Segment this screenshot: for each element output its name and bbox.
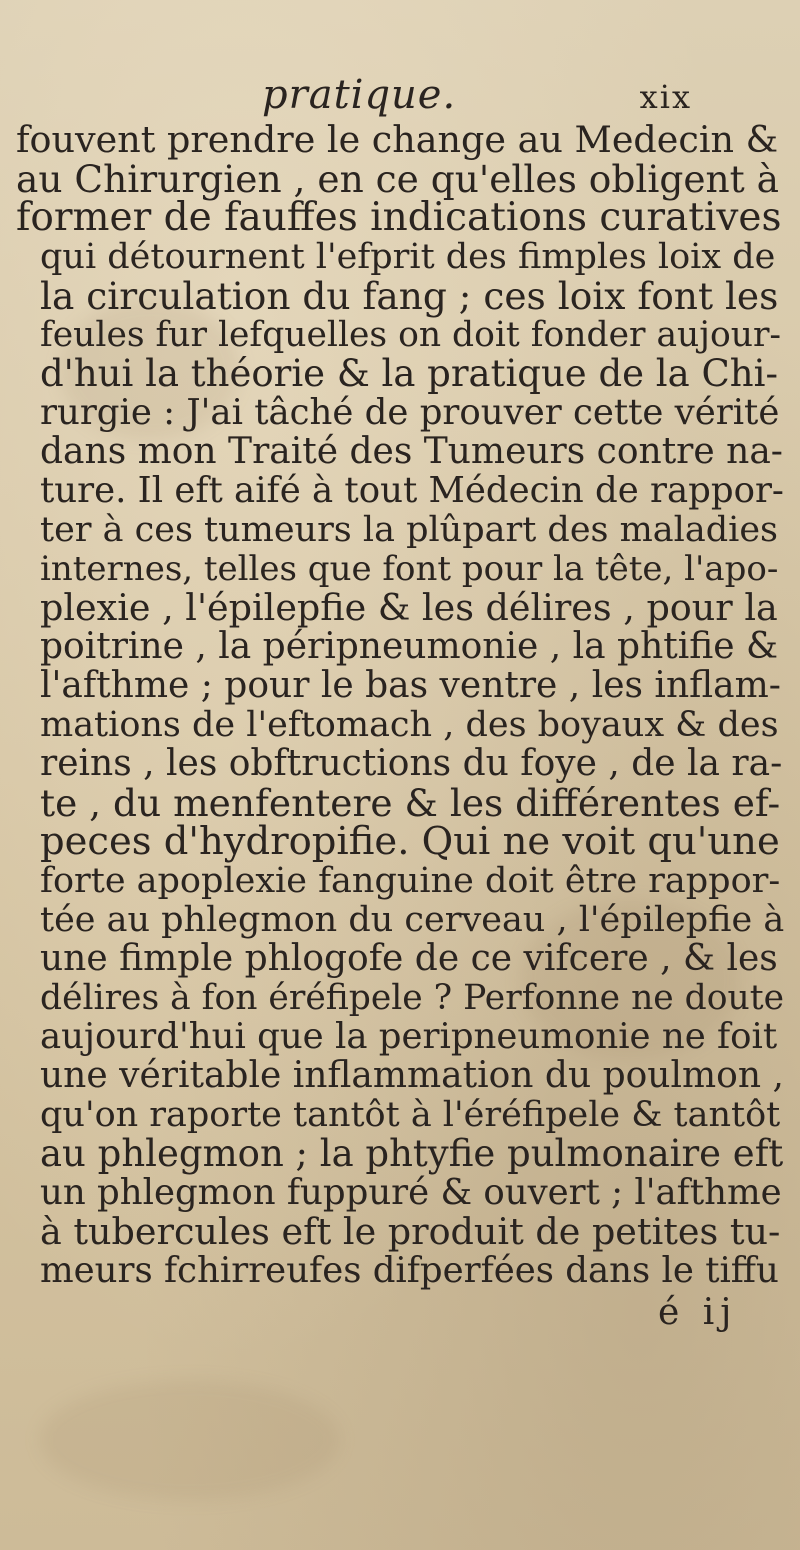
text-line: qu'on raporte tantôt à l'éréfipele & tantôt — [40, 1095, 781, 1135]
text-line: ter à ces tumeurs la plûpart des maladies — [40, 510, 779, 550]
text-line: te , du menfentere & les différentes ef- — [40, 781, 781, 825]
text-line: ture. Il eft aifé à tout Médecin de rappor- — [40, 470, 784, 511]
text-line: la circulation du fang ; ces loix font les — [40, 274, 779, 318]
text-line: dans mon Traité des Tumeurs contre na- — [40, 431, 783, 472]
text-line: peces d'hydropifie. Qui ne voit qu'une — [40, 819, 780, 864]
text-line: au phlegmon ; la phtyfie pulmonaire eft — [40, 1132, 784, 1175]
text-line: mations de l'eftomach , des boyaux & des — [40, 705, 779, 745]
text-line: qui détournent l'efprit des fimples loix de — [40, 237, 776, 277]
text-line: poitrine , la péripneumonie , la phtifie & — [40, 626, 779, 667]
text-line: tée au phlegmon du cerveau , l'épilepfie à — [40, 900, 785, 940]
text-line: d'hui la théorie & la pratique de la Chi- — [40, 352, 778, 395]
text-line: fouvent prendre le change au Medecin & — [16, 118, 779, 161]
text-line: au Chirurgien , en ce qu'elles obligent à — [16, 157, 780, 201]
text-line: délires à fon éréfipele ? Perfonne ne doute — [40, 978, 785, 1018]
text-line: aujourd'hui que la peripneumonie ne foit — [40, 1016, 778, 1057]
page-number: xix — [639, 78, 692, 116]
text-line: plexie , l'épilepfie & les délires , pour la — [40, 586, 778, 629]
text-line: internes, telles que font pour la tête, l'apo- — [40, 549, 779, 589]
text-line: former de fauffes indications curatives — [16, 195, 782, 240]
paper-stain — [40, 1380, 340, 1500]
text-line: meurs fchirreufes difperfées dans le tiffu — [40, 1250, 779, 1291]
running-title: pratique. — [262, 72, 457, 118]
text-line: l'afthme ; pour le bas ventre , les inflam- — [40, 665, 781, 706]
text-line: reins , les obftructions du foye , de la ra- — [40, 743, 783, 784]
signature-mark: é ij — [658, 1292, 738, 1333]
text-line: rurgie : J'ai tâché de prouver cette vérité — [40, 392, 780, 433]
text-line: à tubercules eft le produit de petites tu- — [40, 1210, 781, 1253]
text-line: une fimple phlogofe de ce vifcere , & les — [40, 938, 778, 979]
running-head — [0, 72, 800, 120]
text-line: un phlegmon fuppuré & ouvert ; l'afthme — [40, 1172, 782, 1213]
text-line: forte apoplexie fanguine doit être rappor- — [40, 861, 781, 901]
text-line: une véritable inflammation du poulmon , — [40, 1055, 784, 1096]
text-line: feules fur lefquelles on doit fonder aujour- — [40, 315, 782, 355]
